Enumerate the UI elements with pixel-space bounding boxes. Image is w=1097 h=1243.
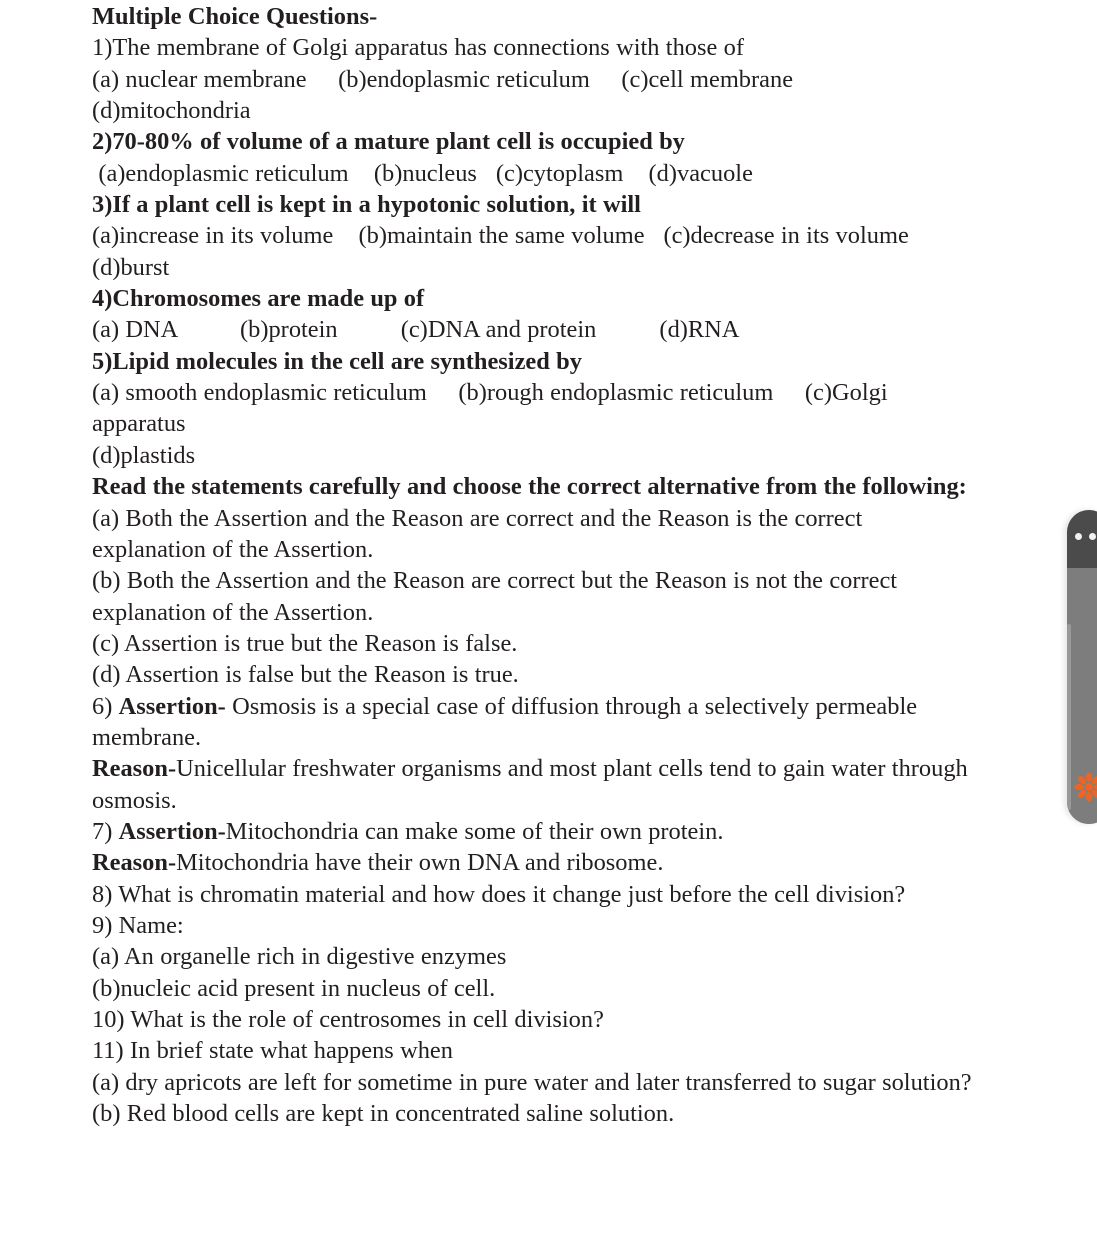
question-9-option-a: (a) An organelle rich in digestive enzymes xyxy=(92,943,507,971)
alternative-option-b: (b) Both the Assertion and the Reason are correct but the Reason is not the correct explanation of the Assertion. xyxy=(92,567,904,626)
question-9-option-b: (b)nucleic acid present in nucleus of cell. xyxy=(92,974,496,1002)
question-6-reason-label: Reason- xyxy=(92,755,177,783)
question-2-options: (a)endoplasmic reticulum (b)nucleus (c)cytoplasm (d)vacuole xyxy=(92,159,753,187)
question-2-stem: 2)70-80% of volume of a mature plant cell is occupied by xyxy=(92,128,685,156)
question-1-stem: 1)The membrane of Golgi apparatus has connections with those of xyxy=(92,34,744,62)
question-7-assertion xyxy=(92,816,972,847)
question-6-number: 6) xyxy=(92,692,119,720)
document-text-body xyxy=(92,1,975,1129)
question-6-assertion-text: Osmosis is a special case of diffusion through a selectively permeable membrane. xyxy=(92,692,924,751)
question-5-option-d: (d)plastids xyxy=(92,441,196,469)
toolbar-edge-highlight xyxy=(1067,624,1071,810)
question-6-reason-text: Unicellular freshwater organisms and most plant cells tend to gain water through osmosis. xyxy=(92,755,975,814)
question-11-option-b: (b) Red blood cells are kept in concentrated saline solution. xyxy=(92,1100,675,1128)
question-8: 8) What is chromatin material and how does it change just before the cell division? xyxy=(92,880,906,908)
drag-handle-dots-icon[interactable] xyxy=(1075,532,1097,540)
question-5-stem: 5)Lipid molecules in the cell are synthesized by xyxy=(92,347,582,375)
question-9: 9) Name: xyxy=(92,911,184,939)
question-4-options: (a) DNA (b)protein (c)DNA and protein (d)RNA xyxy=(92,316,740,344)
floating-toolbar-header[interactable] xyxy=(1067,510,1097,568)
question-7-assertion-text: Mitochondria can make some of their own protein. xyxy=(225,817,724,845)
question-7-number: 7) xyxy=(92,817,119,845)
alternative-option-d: (d) Assertion is false but the Reason is true. xyxy=(92,661,519,689)
question-7-reason xyxy=(92,847,972,878)
question-11-option-a: (a) dry apricots are left for sometime in pure water and later transferred to sugar solution? xyxy=(92,1068,972,1096)
question-6-assertion xyxy=(92,691,972,754)
asterisk-flower-icon[interactable] xyxy=(1074,772,1097,802)
question-7-reason-label: Reason- xyxy=(92,849,177,877)
question-6-assertion-label: Assertion- xyxy=(118,692,226,720)
question-11: 11) In brief state what happens when xyxy=(92,1037,453,1065)
question-10: 10) What is the role of centrosomes in cell division? xyxy=(92,1006,604,1033)
question-3-options: (a)increase in its volume (b)maintain the same volume (c)decrease in its volume (d)burst xyxy=(92,222,935,281)
question-3-stem: 3)If a plant cell is kept in a hypotonic solution, it will xyxy=(92,191,641,219)
alternative-option-a: (a) Both the Assertion and the Reason are correct and the Reason is the correct explanation of the Assertion. xyxy=(92,504,869,563)
floating-toolbar-body[interactable] xyxy=(1067,568,1097,824)
question-4-stem: 4)Chromosomes are made up of xyxy=(92,285,425,313)
question-5-options: (a) smooth endoplasmic reticulum (b)rough endoplasmic reticulum (c)Golgi apparatus xyxy=(92,379,894,438)
question-7-reason-text: Mitochondria have their own DNA and ribosome. xyxy=(176,849,664,877)
assertion-reason-instructions: Read the statements carefully and choose the correct alternative from the following: xyxy=(92,473,967,501)
floating-toolbar[interactable] xyxy=(1067,510,1097,824)
question-1-options: (a) nuclear membrane (b)endoplasmic reticulum (c)cell membrane (d)mitochondria xyxy=(92,65,831,125)
alternative-option-c: (c) Assertion is true but the Reason is false. xyxy=(92,629,518,657)
question-7-assertion-label: Assertion- xyxy=(118,817,226,845)
question-6-reason xyxy=(92,753,975,816)
heading-multiple-choice-questions: Multiple Choice Questions- xyxy=(92,3,378,30)
